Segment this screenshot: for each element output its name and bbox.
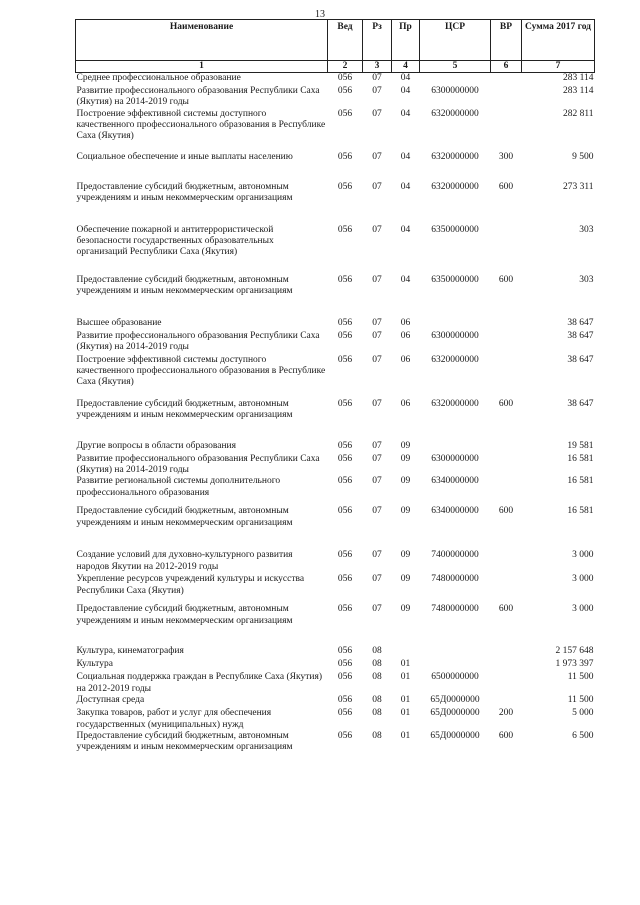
row-sum: 16 581 <box>567 453 594 464</box>
row-rz: 07 <box>372 476 382 487</box>
row-name: Предоставление субсидий бюджетным, автономным учреждениям и иным некоммерческим организациям <box>76 506 293 528</box>
row-name: Высшее образование <box>76 317 162 328</box>
row-name: Предоставление субсидий бюджетным, автономным учреждениям и иным некоммерческим организациям <box>76 604 293 626</box>
row-pr: 09 <box>400 453 411 464</box>
row-vr <box>491 476 522 506</box>
row-rz: 07 <box>372 108 382 119</box>
row-pr: 09 <box>400 574 411 585</box>
row-sum: 38 647 <box>567 317 594 328</box>
row-name: Предоставление субсидий бюджетным, автономным учреждениям и иным некоммерческим организациям <box>76 731 293 753</box>
row-pr: 04 <box>400 181 411 192</box>
header-vr: ВР <box>491 20 522 61</box>
row-rz: 08 <box>372 731 382 742</box>
row-rz: 07 <box>372 550 382 561</box>
row-vr: 300 <box>498 151 514 162</box>
row-csr: 7400000000 <box>431 550 479 561</box>
row-sum: 282 811 <box>562 108 594 119</box>
row-name: Создание условий для духовно-культурного развития народов Якутии на 2012-2019 годы <box>76 550 293 572</box>
row-rz: 08 <box>372 708 382 719</box>
table-row <box>76 73 595 86</box>
row-ved: 056 <box>337 550 353 561</box>
row-name: Построение эффективной системы доступного качественного профессионального образования в Республике Саха (Якутия) <box>76 108 326 142</box>
header-ved: Вед <box>328 20 363 61</box>
row-ved: 056 <box>337 108 353 119</box>
row-pr: 01 <box>400 659 411 670</box>
column-number: 7 <box>522 61 595 73</box>
table-row <box>76 275 595 318</box>
header-sum: Сумма 2017 год <box>522 20 595 61</box>
page-number: 13 <box>315 9 325 20</box>
row-name: Предоставление субсидий бюджетным, автономным учреждениям и иным некоммерческим организациям <box>76 274 293 297</box>
row-rz: 07 <box>372 224 382 235</box>
row-csr: 6320000000 <box>431 398 479 409</box>
table-row <box>76 574 595 604</box>
row-ved: 056 <box>337 85 353 96</box>
row-rz: 08 <box>372 646 382 657</box>
row-csr: 6340000000 <box>431 506 479 517</box>
row-name: Развитие профессионального образования Республики Саха (Якутия) на 2014-2019 годы <box>76 330 320 353</box>
header-row <box>76 20 595 61</box>
row-csr <box>420 318 491 331</box>
header-pr: Пр <box>392 20 420 61</box>
row-pr: 06 <box>400 330 411 341</box>
row-vr <box>491 695 522 708</box>
row-sum: 6 500 <box>572 731 594 742</box>
row-rz: 07 <box>372 440 382 451</box>
row-vr: 200 <box>498 708 514 719</box>
row-ved: 056 <box>337 181 353 192</box>
row-name: Закупка товаров, работ и услуг для обеспечения государственных (муниципальных) нужд <box>76 708 272 730</box>
row-rz: 07 <box>372 181 382 192</box>
row-pr: 04 <box>400 274 411 285</box>
row-rz: 07 <box>372 453 382 464</box>
row-csr <box>420 659 491 672</box>
row-name: Социальная поддержка граждан в Республике Саха (Якутия) на 2012-2019 годы <box>76 672 322 694</box>
table-body <box>76 73 595 773</box>
row-pr: 06 <box>400 317 411 328</box>
row-vr <box>491 225 522 275</box>
row-ved: 056 <box>337 731 353 742</box>
row-pr: 04 <box>400 224 411 235</box>
row-name: Развитие региональной системы дополнительного профессионального образования <box>76 476 281 498</box>
row-ved: 056 <box>337 440 353 451</box>
table-row <box>76 672 595 695</box>
row-ved: 056 <box>337 73 353 84</box>
row-rz: 08 <box>372 695 382 706</box>
header-rz: Рз <box>363 20 392 61</box>
row-csr: 7480000000 <box>431 604 479 615</box>
row-rz: 07 <box>372 317 382 328</box>
row-name: Социальное обеспечение и иные выплаты населению <box>76 151 293 162</box>
column-number: 3 <box>363 61 392 73</box>
table-row <box>76 506 595 550</box>
row-name: Культура <box>76 659 113 670</box>
row-vr: 600 <box>498 731 514 742</box>
row-pr: 09 <box>400 506 411 517</box>
row-ved: 056 <box>337 398 353 409</box>
row-pr: 04 <box>400 73 411 84</box>
table-row <box>76 109 595 152</box>
row-csr: 6350000000 <box>431 274 479 285</box>
row-sum: 9 500 <box>572 151 594 162</box>
row-ved: 056 <box>337 330 353 341</box>
row-csr: 6320000000 <box>431 354 479 365</box>
row-sum: 38 647 <box>567 330 594 341</box>
row-ved: 056 <box>337 708 353 719</box>
row-ved: 056 <box>337 646 353 657</box>
row-pr <box>392 646 420 659</box>
row-vr <box>491 331 522 355</box>
row-ved: 056 <box>337 224 353 235</box>
row-vr <box>491 86 522 109</box>
row-rz: 08 <box>372 672 382 683</box>
table-row <box>76 695 595 708</box>
row-ved: 056 <box>337 274 353 285</box>
table-row <box>76 441 595 454</box>
row-rz: 07 <box>372 506 382 517</box>
row-vr: 600 <box>498 274 514 285</box>
row-sum: 38 647 <box>567 354 594 365</box>
row-csr: 6320000000 <box>431 181 479 192</box>
table-row <box>76 182 595 225</box>
row-ved: 056 <box>337 506 353 517</box>
row-sum: 19 581 <box>567 440 594 451</box>
row-csr: 6320000000 <box>431 151 479 162</box>
row-csr: 65Д0000000 <box>430 695 480 706</box>
row-vr <box>491 454 522 477</box>
row-name: Предоставление субсидий бюджетным, автономным учреждениям и иным некоммерческим организациям <box>76 398 293 421</box>
table-row <box>76 646 595 659</box>
row-sum: 273 311 <box>562 181 594 192</box>
row-pr: 04 <box>400 108 411 119</box>
row-csr: 6500000000 <box>431 672 479 683</box>
row-csr: 6300000000 <box>431 85 479 96</box>
table-row <box>76 318 595 331</box>
row-vr <box>491 574 522 604</box>
table-row <box>76 731 595 773</box>
row-vr <box>491 441 522 454</box>
row-rz: 07 <box>372 604 382 615</box>
row-csr: 65Д0000000 <box>430 731 480 742</box>
row-vr <box>491 672 522 695</box>
row-pr: 01 <box>400 708 411 719</box>
row-csr <box>420 73 491 86</box>
row-pr: 09 <box>400 476 411 487</box>
row-vr <box>491 659 522 672</box>
row-pr: 06 <box>400 354 411 365</box>
row-name: Доступная среда <box>76 695 145 706</box>
row-rz: 07 <box>372 85 382 96</box>
table-row <box>76 476 595 506</box>
row-csr: 6300000000 <box>431 330 479 341</box>
row-sum: 3 000 <box>572 550 594 561</box>
row-sum: 303 <box>579 274 594 285</box>
row-ved: 056 <box>337 604 353 615</box>
row-name: Культура, кинематография <box>76 646 184 657</box>
table-row <box>76 355 595 399</box>
column-number: 4 <box>392 61 420 73</box>
row-ved: 056 <box>337 672 353 683</box>
row-sum: 2 157 648 <box>555 646 594 657</box>
table-row <box>76 659 595 672</box>
row-sum: 3 000 <box>572 604 594 615</box>
row-name: Развитие профессионального образования Республики Саха (Якутия) на 2014-2019 годы <box>76 453 320 476</box>
row-name: Предоставление субсидий бюджетным, автономным учреждениям и иным некоммерческим организациям <box>76 181 293 204</box>
row-sum: 1 973 397 <box>555 659 594 670</box>
row-pr: 06 <box>400 398 411 409</box>
row-sum: 3 000 <box>572 574 594 585</box>
table-row <box>76 225 595 275</box>
row-csr: 7480000000 <box>431 574 479 585</box>
row-csr <box>420 646 491 659</box>
row-name: Построение эффективной системы доступного качественного профессионального образования в Республике Саха (Якутия) <box>76 354 326 388</box>
row-csr: 6340000000 <box>431 476 479 487</box>
row-ved: 056 <box>337 453 353 464</box>
row-pr: 01 <box>400 731 411 742</box>
row-vr: 600 <box>498 604 514 615</box>
table-row <box>76 399 595 441</box>
row-vr <box>491 355 522 399</box>
row-name: Другие вопросы в области образования <box>76 440 236 451</box>
row-rz: 07 <box>372 330 382 341</box>
budget-table <box>75 19 595 773</box>
row-ved: 056 <box>337 354 353 365</box>
row-name: Обеспечение пожарной и антитеррористической безопасности государственных образовательных организаций Республики Саха (Якутия) <box>76 224 274 258</box>
row-pr: 09 <box>400 440 411 451</box>
row-pr: 04 <box>400 151 411 162</box>
table-row <box>76 454 595 477</box>
row-sum: 38 647 <box>567 398 594 409</box>
row-ved: 056 <box>337 317 353 328</box>
row-ved: 056 <box>337 476 353 487</box>
row-pr: 01 <box>400 672 411 683</box>
row-csr <box>420 441 491 454</box>
column-number: 1 <box>76 61 328 73</box>
row-sum: 11 500 <box>567 672 594 683</box>
row-pr: 04 <box>400 85 411 96</box>
row-rz: 07 <box>372 73 382 84</box>
row-vr: 600 <box>498 398 514 409</box>
row-vr <box>491 73 522 86</box>
table-row <box>76 86 595 109</box>
row-vr <box>491 646 522 659</box>
row-sum: 16 581 <box>567 506 594 517</box>
row-csr: 6350000000 <box>431 224 479 235</box>
header-name: Наименование <box>76 20 328 61</box>
row-sum: 5 000 <box>572 708 594 719</box>
row-rz: 07 <box>372 151 382 162</box>
row-vr <box>491 318 522 331</box>
column-number-row <box>76 61 595 73</box>
row-sum: 11 500 <box>567 695 594 706</box>
row-name: Укрепление ресурсов учреждений культуры и искусства Республики Саха (Якутия) <box>76 574 305 596</box>
row-ved: 056 <box>337 574 353 585</box>
row-pr: 01 <box>400 695 411 706</box>
row-pr: 09 <box>400 604 411 615</box>
row-vr: 600 <box>498 181 514 192</box>
row-vr <box>491 550 522 574</box>
row-vr: 600 <box>498 506 514 517</box>
row-csr: 6320000000 <box>431 108 479 119</box>
row-name: Среднее профессиональное образование <box>76 73 241 84</box>
row-sum: 283 114 <box>562 73 594 84</box>
row-name: Развитие профессионального образования Республики Саха (Якутия) на 2014-2019 годы <box>76 85 320 108</box>
row-csr: 6300000000 <box>431 453 479 464</box>
table-row <box>76 604 595 646</box>
column-number: 6 <box>491 61 522 73</box>
row-rz: 07 <box>372 398 382 409</box>
table-row <box>76 152 595 182</box>
row-ved: 056 <box>337 695 353 706</box>
column-number: 2 <box>328 61 363 73</box>
row-rz: 07 <box>372 354 382 365</box>
row-rz: 07 <box>372 574 382 585</box>
table-row <box>76 550 595 574</box>
row-rz: 08 <box>372 659 382 670</box>
row-vr <box>491 109 522 152</box>
row-rz: 07 <box>372 274 382 285</box>
row-sum: 303 <box>579 224 594 235</box>
row-sum: 16 581 <box>567 476 594 487</box>
row-ved: 056 <box>337 659 353 670</box>
table-row <box>76 708 595 731</box>
table-row <box>76 331 595 355</box>
row-ved: 056 <box>337 151 353 162</box>
row-pr: 09 <box>400 550 411 561</box>
header-csr: ЦСР <box>420 20 491 61</box>
column-number: 5 <box>420 61 491 73</box>
row-csr: 65Д0000000 <box>430 708 480 719</box>
row-sum: 283 114 <box>562 85 594 96</box>
